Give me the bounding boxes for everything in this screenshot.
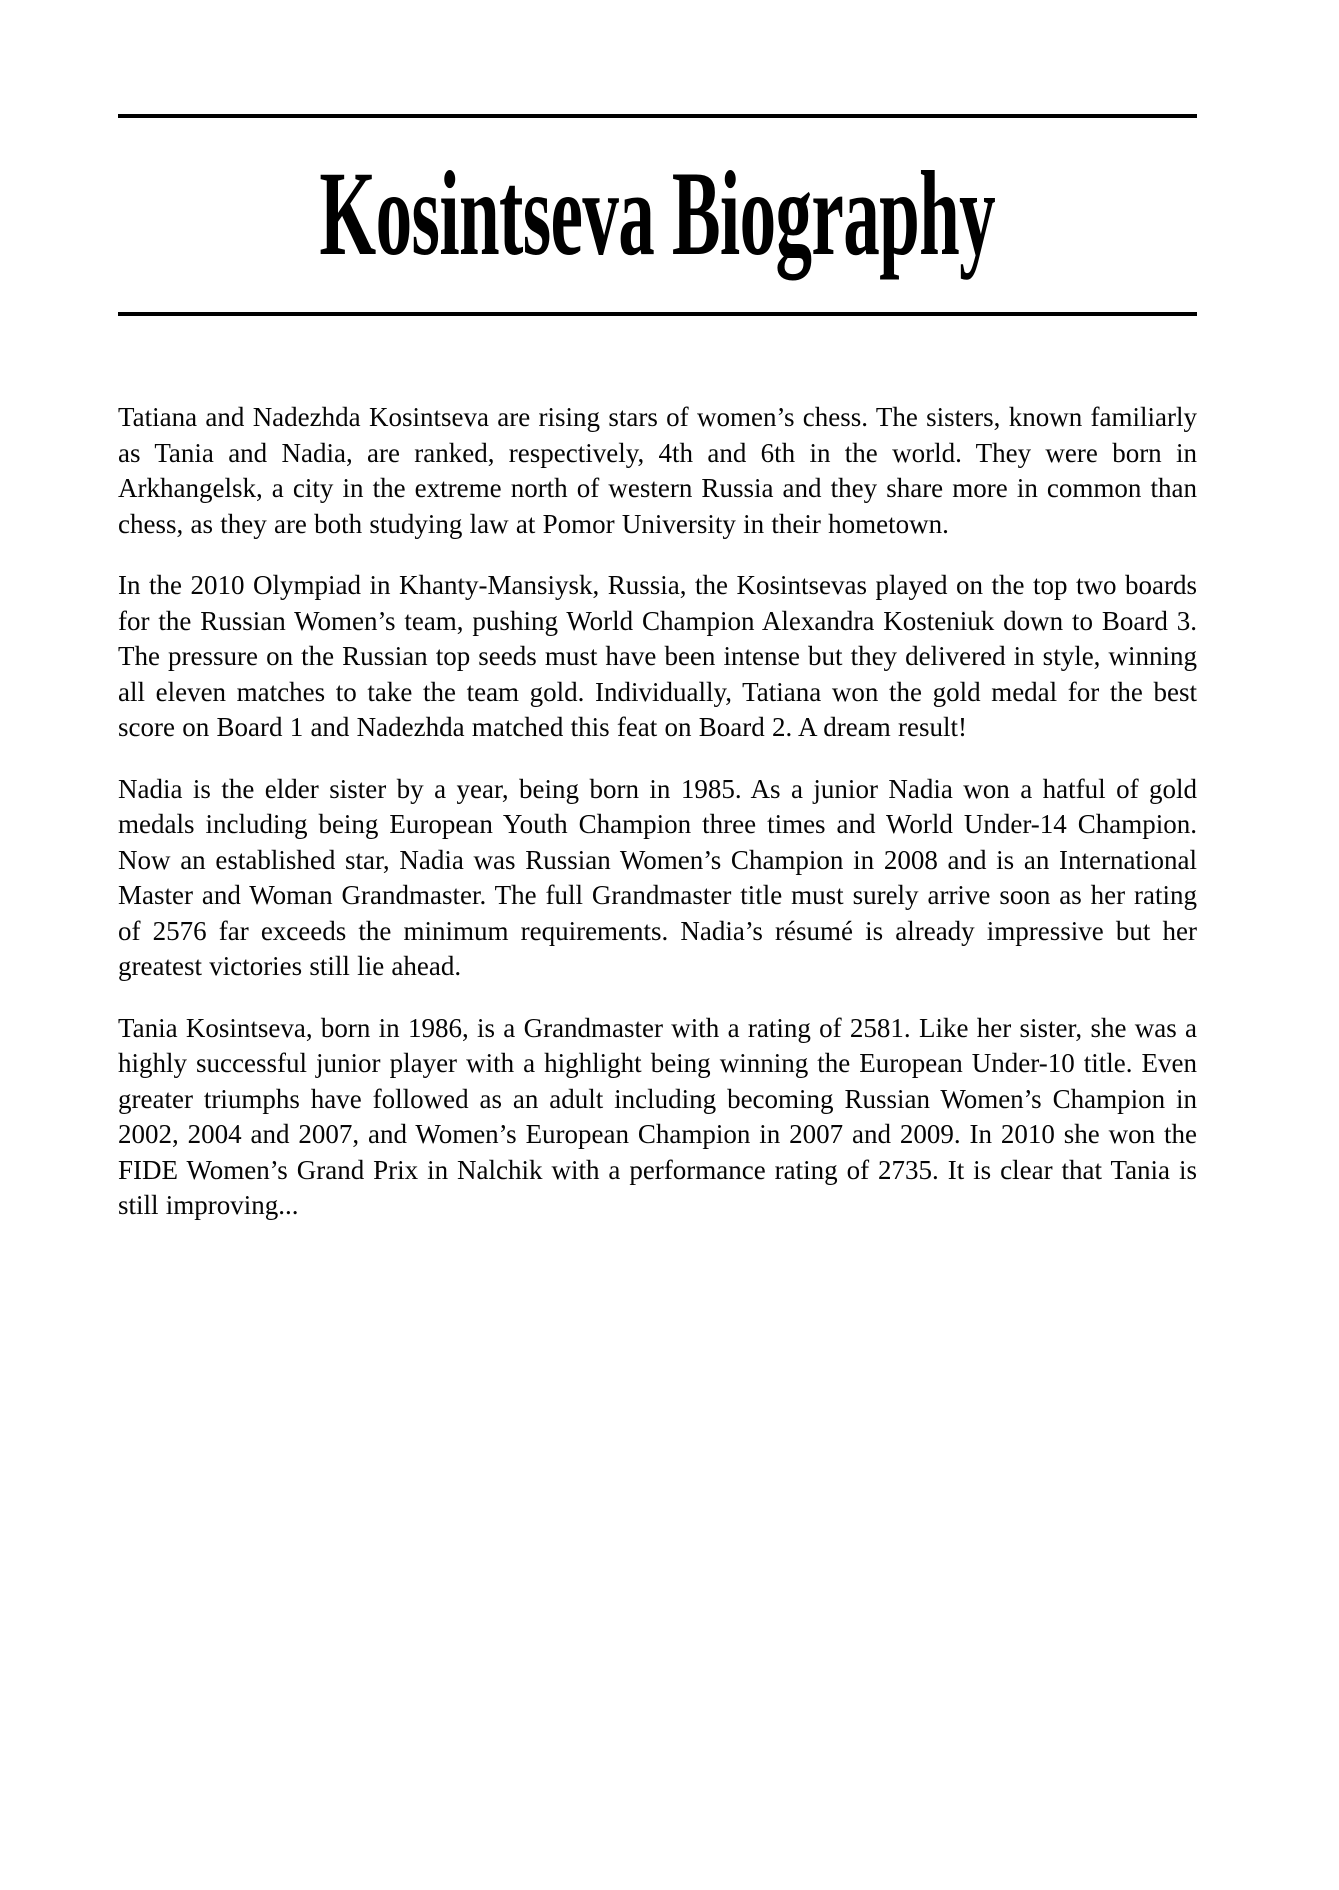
paragraph-intro: Tatiana and Nadezhda Kosintseva are rising stars of women’s chess. The sisters, known familiarly as Tania and Nadia, are ranked, respectively, 4th and 6th in the world. They were born in Arkhangelsk, a city in the extreme north of western Russia and they share more in common than chess, as they are both studying law at Pomor University in their hometown. xyxy=(118,402,1197,539)
bottom-rule xyxy=(118,312,1197,316)
paragraph-tania: Tania Kosintseva, born in 1986, is a Grandmaster with a rating of 2581. Like her sister, she was a highly successful junior player with a highlight being winning the European Under-10 title. Even greater triumphs have followed as an adult including becoming Russian Women’s Champion in 2002, 2004 and 2007, and Women’s European Champion in 2007 and 2009. In 2010 she won the FIDE Women’s Grand Prix in Nalchik with a performance rating of 2735. It is clear that Tania is still improving... xyxy=(118,1012,1197,1220)
paragraph-nadia: Nadia is the elder sister by a year, being born in 1985. As a junior Nadia won a hatful of gold medals including being European Youth Champion three times and World Under-14 Champion. Now an established star, Nadia was Russian Women’s Champion in 2008 and is an International Master and Woman Grandmaster. The full Grandmaster title must surely arrive soon as her rating of 2576 far exceeds the minimum requirements. Nadia’s résumé is already impressive but her greatest victories still lie ahead. xyxy=(118,773,1197,981)
paragraph-olympiad: In the 2010 Olympiad in Khanty-Mansiysk, Russia, the Kosintsevas played on the top two boards for the Russian Women’s team, pushing World Champion Alexandra Kosteniuk down to Board 3. The pressure on the Russian top seeds must have been intense but they delivered in style, winning all eleven matches to take the team gold. Individually, Tatiana won the gold medal for the best score on Board 1 and Nadezhda matched this feat on Board 2. A dream result! xyxy=(118,570,1197,742)
title-band xyxy=(118,118,1197,312)
document-body xyxy=(118,400,1197,1224)
document-header xyxy=(118,114,1197,316)
page-title: Kosintseva Biography xyxy=(319,147,996,282)
